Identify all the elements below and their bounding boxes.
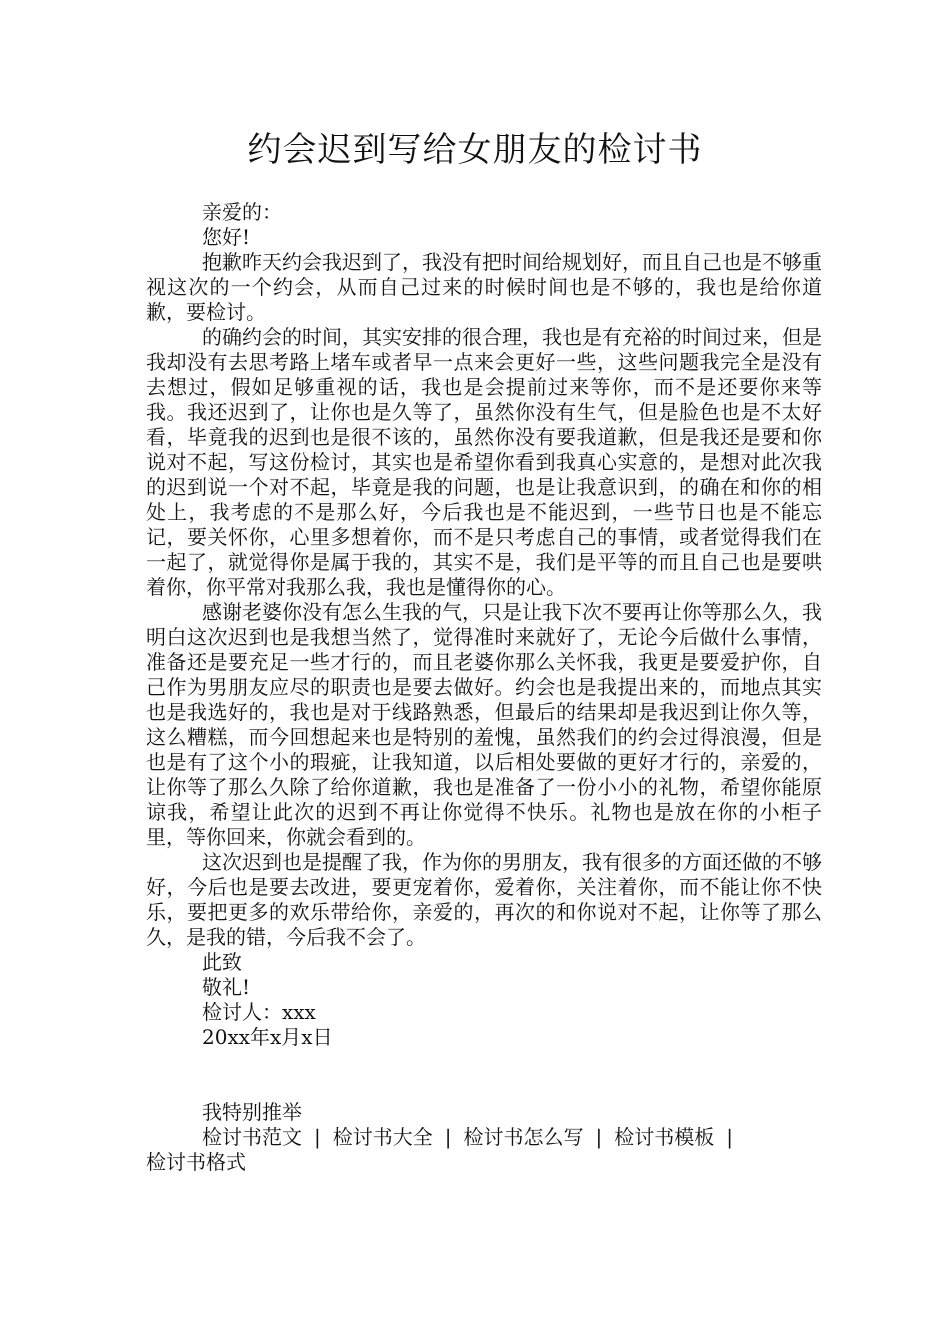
document-title: 约会迟到写给女朋友的检讨书 bbox=[247, 130, 703, 170]
link-format[interactable]: 检讨书格式 bbox=[146, 1150, 246, 1174]
closing-line-2: 敬礼! bbox=[202, 975, 251, 999]
link-separator: | bbox=[444, 1125, 452, 1149]
closing-line-1: 此致 bbox=[202, 950, 242, 974]
signer: 检讨人：xxx bbox=[202, 1000, 316, 1024]
spacer bbox=[146, 1050, 822, 1100]
link-sample-essay[interactable]: 检讨书范文 bbox=[202, 1125, 302, 1149]
paragraph-1: 抱歉昨天约会我迟到了，我没有把时间给规划好，而且自己也是不够重视这次的一个约会，从而自己过来的时候时间也是不够的，我也是给你道歉，要检讨。 bbox=[146, 250, 822, 324]
paragraph-2: 的确约会的时间，其实安排的很合理，我也是有充裕的时间过来，但是我却没有去思考路上堵车或者早一点来会更好一些，这些问题我完全是没有去想过，假如足够重视的话，我也是会提前过来等你，而不是还要你来等我。我还迟到了，让你也是久等了，虽然你没有生气，但是脸色也是不太好看，毕竟我的迟到也是很不该的，虽然你没有要我道歉，但是我还是要和你说对不起，写这份检讨，其实也是希望你看到我真心实意的，是想对此次我的迟到说一个对不起，毕竟是我的问题，也是让我意识到，的确在和你的相处上，我考虑的不是那么好，今后我也是不能迟到，一些节日也是不能忘记，要关怀你，心里多想着你，而不是只考虑自己的事情，或者觉得我们在一起了，就觉得你是属于我的，其实不是，我们是平等的而且自己也是要哄着你，你平常对我那么我，我也是懂得你的心。 bbox=[146, 325, 822, 599]
paragraph-4: 这次迟到也是提醒了我，作为你的男朋友，我有很多的方面还做的不够好，今后也是要去改进，要更宠着你，爱着你，关注着你，而不能让你不快乐，要把更多的欢乐带给你，亲爱的，再次的和你说对不起，让你等了那么久，是我的错，今后我不会了。 bbox=[146, 850, 822, 949]
recommend-heading: 我特别推举 bbox=[202, 1100, 302, 1124]
link-separator: | bbox=[726, 1125, 733, 1149]
date: 20xx年x月x日 bbox=[202, 1025, 333, 1049]
link-template[interactable]: 检讨书模板 bbox=[614, 1125, 715, 1149]
link-separator: | bbox=[314, 1125, 321, 1149]
link-collection[interactable]: 检讨书大全 bbox=[332, 1125, 433, 1149]
recommend-links bbox=[146, 1125, 822, 1175]
link-separator: | bbox=[595, 1125, 603, 1149]
link-how-to-write[interactable]: 检讨书怎么写 bbox=[463, 1125, 584, 1149]
salutation: 亲爱的： bbox=[202, 200, 282, 224]
paragraph-3: 感谢老婆你没有怎么生我的气，只是让我下次不要再让你等那么久，我明白这次迟到也是我想当然了，觉得准时来就好了，无论今后做什么事情，准备还是要充足一些才行的，而且老婆你那么关怀我，我更是要爱护你，自己作为男朋友应尽的职责也是要去做好。约会也是我提出来的，而地点其实也是我选好的，我也是对于线路熟悉，但最后的结果却是我迟到让你久等，这么糟糕，而今回想起来也是特别的羞愧，虽然我们的约会过得浪漫，但是也是有了这个小的瑕疵，让我知道，以后相处要做的更好才行的，亲爱的，让你等了那么久除了给你道歉，我也是准备了一份小小的礼物，希望你能原谅我，希望让此次的迟到不再让你觉得不快乐。礼物也是放在你的小柜子里，等你回来，你就会看到的。 bbox=[146, 600, 822, 849]
document-body bbox=[146, 200, 822, 1175]
greeting: 您好! bbox=[202, 225, 251, 249]
